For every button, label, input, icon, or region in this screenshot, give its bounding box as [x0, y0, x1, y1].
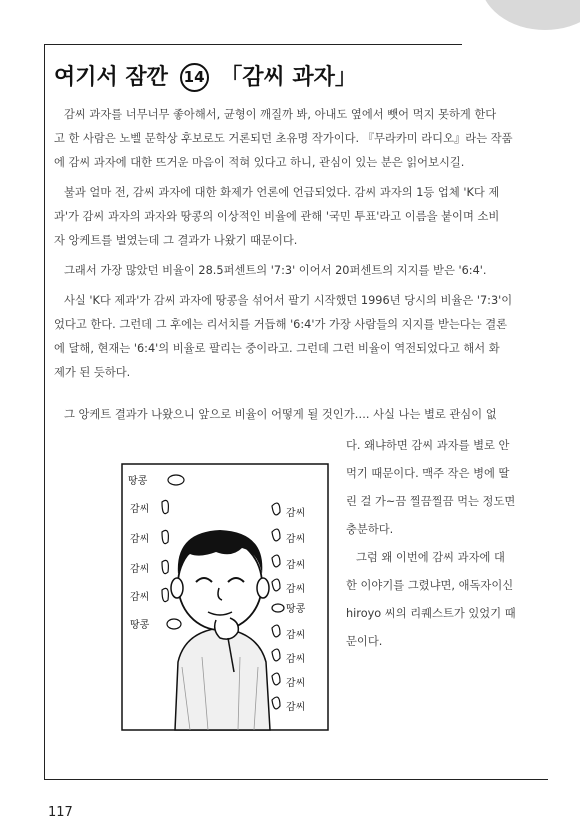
- illus-label: 감씨: [286, 702, 306, 713]
- title-name: 「감씨 과자」: [220, 65, 357, 90]
- illus-label: 땅콩: [286, 604, 306, 615]
- character-shirt: [175, 628, 270, 730]
- title-prefix: 여기서 잠깐: [54, 65, 168, 90]
- peanut-icon: [167, 619, 181, 629]
- side-text-column: [346, 432, 546, 656]
- paragraph-2: [54, 181, 540, 253]
- paragraph-line: 에 달해, 현재는 '6:4'의 비율로 팔리는 중이라고. 그런데 그런 비율이 역전되었다고 해서 화: [54, 342, 500, 355]
- frame-bottom-border: [44, 779, 548, 780]
- side-text-line: 충분하다.: [346, 523, 394, 536]
- illus-label: 감씨: [130, 534, 150, 545]
- side-text-line: 린 걸 가~끔 찔끔찔끔 먹는 정도면: [346, 495, 516, 508]
- page-number: 117: [48, 805, 73, 820]
- frame-top-border: [44, 44, 462, 45]
- paragraph-5: [54, 403, 540, 427]
- side-text-line: hiroyo 씨의 리퀘스트가 있었기 때: [346, 607, 516, 620]
- side-text-line: 먹기 때문이다. 맥주 작은 병에 딸: [346, 467, 510, 480]
- paragraph-line: 그 앙케트 결과가 나왔으니 앞으로 비율이 어떻게 될 것인가…. 사실 나는 별로 관심이 없: [64, 408, 497, 421]
- character-hand: [215, 618, 239, 639]
- right-snack-column: [272, 503, 306, 713]
- paragraph-1: [54, 103, 540, 175]
- illus-label: 감씨: [286, 584, 306, 595]
- peanut-icon: [272, 604, 284, 612]
- character-ear-right: [257, 578, 269, 598]
- paragraph-line: 었다고 한다. 그런데 그 후에는 리서치를 거듭해 '6:4'가 가장 사람들의 지지를 받는다는 결론: [54, 318, 508, 331]
- illus-label: 감씨: [286, 654, 306, 665]
- cartoon-illustration: [120, 462, 330, 732]
- illus-label: 감씨: [286, 560, 306, 571]
- rice-cracker-icon: [162, 500, 168, 513]
- frame-left-border: [44, 44, 45, 780]
- paragraph-line: 불과 얼마 전, 감씨 과자에 대한 화제가 언론에 언급되었다. 감씨 과자의 1등 업체 'K다 제: [64, 186, 500, 199]
- paragraph-line: 에 감씨 과자에 대한 뜨거운 마음이 적혀 있다고 하니, 관심이 있는 분은 읽어보시길.: [54, 156, 465, 169]
- paragraph-line: 사실 'K다 제과'가 감씨 과자에 땅콩을 섞어서 팔기 시작했던 1996년 당시의 비율은 '7:3'이: [64, 294, 513, 307]
- illus-label: 감씨: [286, 630, 306, 641]
- corner-decoration: [480, 0, 580, 30]
- side-text-line: 그럼 왜 이번에 감씨 과자에 대: [356, 551, 505, 564]
- illus-label: 땅콩: [128, 476, 148, 487]
- paragraph-line: 제가 된 듯하다.: [54, 366, 131, 379]
- illus-label: 감씨: [130, 564, 150, 575]
- paragraph-line: 감씨 과자를 너무너무 좋아해서, 균형이 깨질까 봐, 아내도 옆에서 뺏어 먹지 못하게 한다: [64, 108, 497, 121]
- paragraph-line: 과'가 감씨 과자의 과자와 땅콩의 이상적인 비율에 관해 '국민 투표'라고 이름을 붙이며 소비: [54, 210, 500, 223]
- illus-label: 감씨: [286, 534, 306, 545]
- page-title: [54, 60, 357, 92]
- title-number-badge: 14: [180, 63, 209, 92]
- paragraph-line: 자 앙케트를 벌였는데 그 결과가 나왔기 때문이다.: [54, 234, 298, 247]
- illus-label: 감씨: [286, 508, 306, 519]
- rice-cracker-icon: [162, 530, 168, 543]
- paragraph-4: [54, 289, 540, 385]
- side-text-line: 한 이야기를 그렸냐면, 애독자이신: [346, 579, 514, 592]
- illus-label: 땅콩: [130, 620, 150, 631]
- illus-label: 감씨: [130, 504, 150, 515]
- side-text-line: 문이다.: [346, 635, 383, 648]
- paragraph-line: 고 한 사람은 노벨 문학상 후보로도 거론되던 초유명 작가이다. 『무라카미 라디오』라는 작품: [54, 132, 513, 145]
- rice-cracker-icon: [162, 560, 168, 573]
- paragraph-line: 그래서 가장 많았던 비율이 28.5퍼센트의 '7:3' 이어서 20퍼센트의 지지를 받은 '6:4'.: [64, 264, 487, 277]
- peanut-icon: [168, 475, 184, 485]
- illus-label: 감씨: [286, 678, 306, 689]
- paragraph-3: [54, 259, 540, 283]
- character-ear-left: [171, 578, 183, 598]
- side-text-line: 다. 왜냐하면 감씨 과자를 별로 안: [346, 439, 510, 452]
- rice-cracker-icon: [162, 588, 168, 601]
- illus-label: 감씨: [130, 592, 150, 603]
